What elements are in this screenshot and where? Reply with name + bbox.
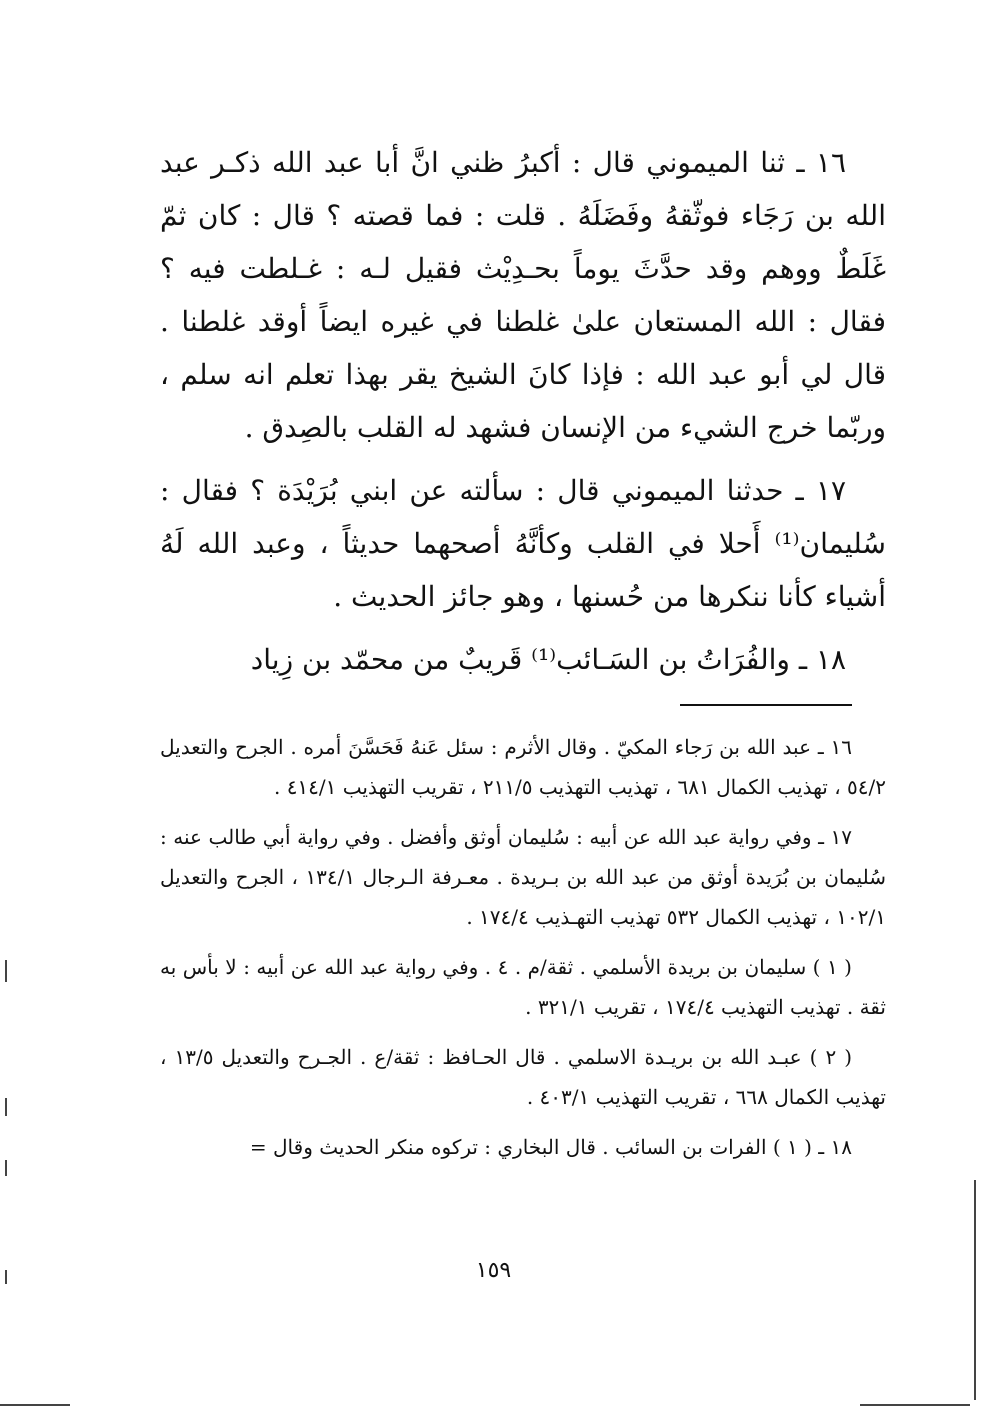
- footnote-17-2: ( ٢ ) عبـد الله بن بريـدة الاسلمي . قال الحـافظ : ثقة/ع . الجـرح والتعديل ١٣/٥ ، تهذيب الكمال ٦٦٨ ، تقريب التهذيب ٤٠٣/١ .: [160, 1045, 886, 1109]
- footnote-18-1: ١٨ ـ ( ١ ) الفرات بن السائب . قال البخاري : تركوه منكر الحديث وقال =: [249, 1135, 852, 1159]
- scan-edge-mark: [860, 1404, 970, 1406]
- scan-edge-mark: [974, 1180, 976, 1400]
- footnote-17-1: ( ١ ) سليمان بن بريدة الأسلمي . ثقة/م . ٤ . وفي رواية عبد الله عن أبيه : لا بأس به ثقة . تهذيب التهذيب ١٧٤/٤ ، تقريب ٣٢١/١ .: [160, 955, 886, 1019]
- footnote-16: ١٦ ـ عبد الله بن رَجاء المكيّ . وقال الأثرم : سئل عَنهُ فَحَسَّنَ أمره . الجرح والتعديل ٥٤/٢ ، تهذيب الكمال ٦٨١ ، تهذيب التهذيب ٢١١/٥ ، تقريب التهذيب ٤١٤/١ .: [160, 735, 886, 799]
- footnote-separator: [680, 704, 852, 706]
- scan-edge-mark: [5, 1270, 7, 1284]
- page-number: ١٥٩: [475, 1258, 512, 1283]
- paragraph-17: ١٧ ـ حدثنا الميموني قال : سألته عن ابني بُرَيْدَة ؟ فقال : سُليمان⁽¹⁾ أَحلا في القلب وكأنَّهُ أصحهما حديثاً ، وعبد الله لَهُ أشياء كأنا ننكرها من حُسنها ، وهو جائز الحديث .: [160, 474, 886, 613]
- scan-edge-mark: [5, 960, 7, 982]
- footnotes: [160, 727, 886, 1173]
- footnote-17: ١٧ ـ وفي رواية عبد الله عن أبيه : سُليمان أوثق وأفضل . وفي رواية أبي طالب عنه : سُليمان بن بُرَيدة أوثق من عبد الله بن بـريدة . معـرفة الـرجال ١٣٤/١ ، الجرح والتعديل ١٠٢/١ ، تهذيب الكمال ٥٣٢ تهذيب التهـذيب ١٧٤/٤ .: [160, 825, 886, 929]
- scan-edge-mark: [5, 1160, 7, 1176]
- paragraph-18: ١٨ ـ والفُرَاتُ بن السَـائب⁽¹⁾ قَريبٌ من محمّد بن زِياد: [250, 643, 846, 676]
- paragraph-16: ١٦ ـ ثنا الميموني قال : أكبرُ ظني انَّ أبا عبد الله ذكـر عبد الله بن رَجَاء فوثّقهُ وفَضَلَهُ . قلت : فما قصته ؟ قال : كان ثمّ غَلَطٌ ووهم وقد حدَّثَ يوماً بحـدِيْث فقيل لـه : غـلطت فيه ؟ فقال : الله المستعان علىٰ غلطنا في غيره ايضاً أوقد غلطنا . قال لي أبو عبد الله : فإذا كانَ الشيخ يقر بهذا تعلم انه سلم ، وربّما خرج الشيء من الإنسان فشهد له القلب بالصِدق .: [160, 146, 886, 444]
- main-text: [160, 136, 886, 696]
- scan-edge-mark: [0, 1404, 70, 1406]
- scan-edge-mark: [5, 1098, 7, 1116]
